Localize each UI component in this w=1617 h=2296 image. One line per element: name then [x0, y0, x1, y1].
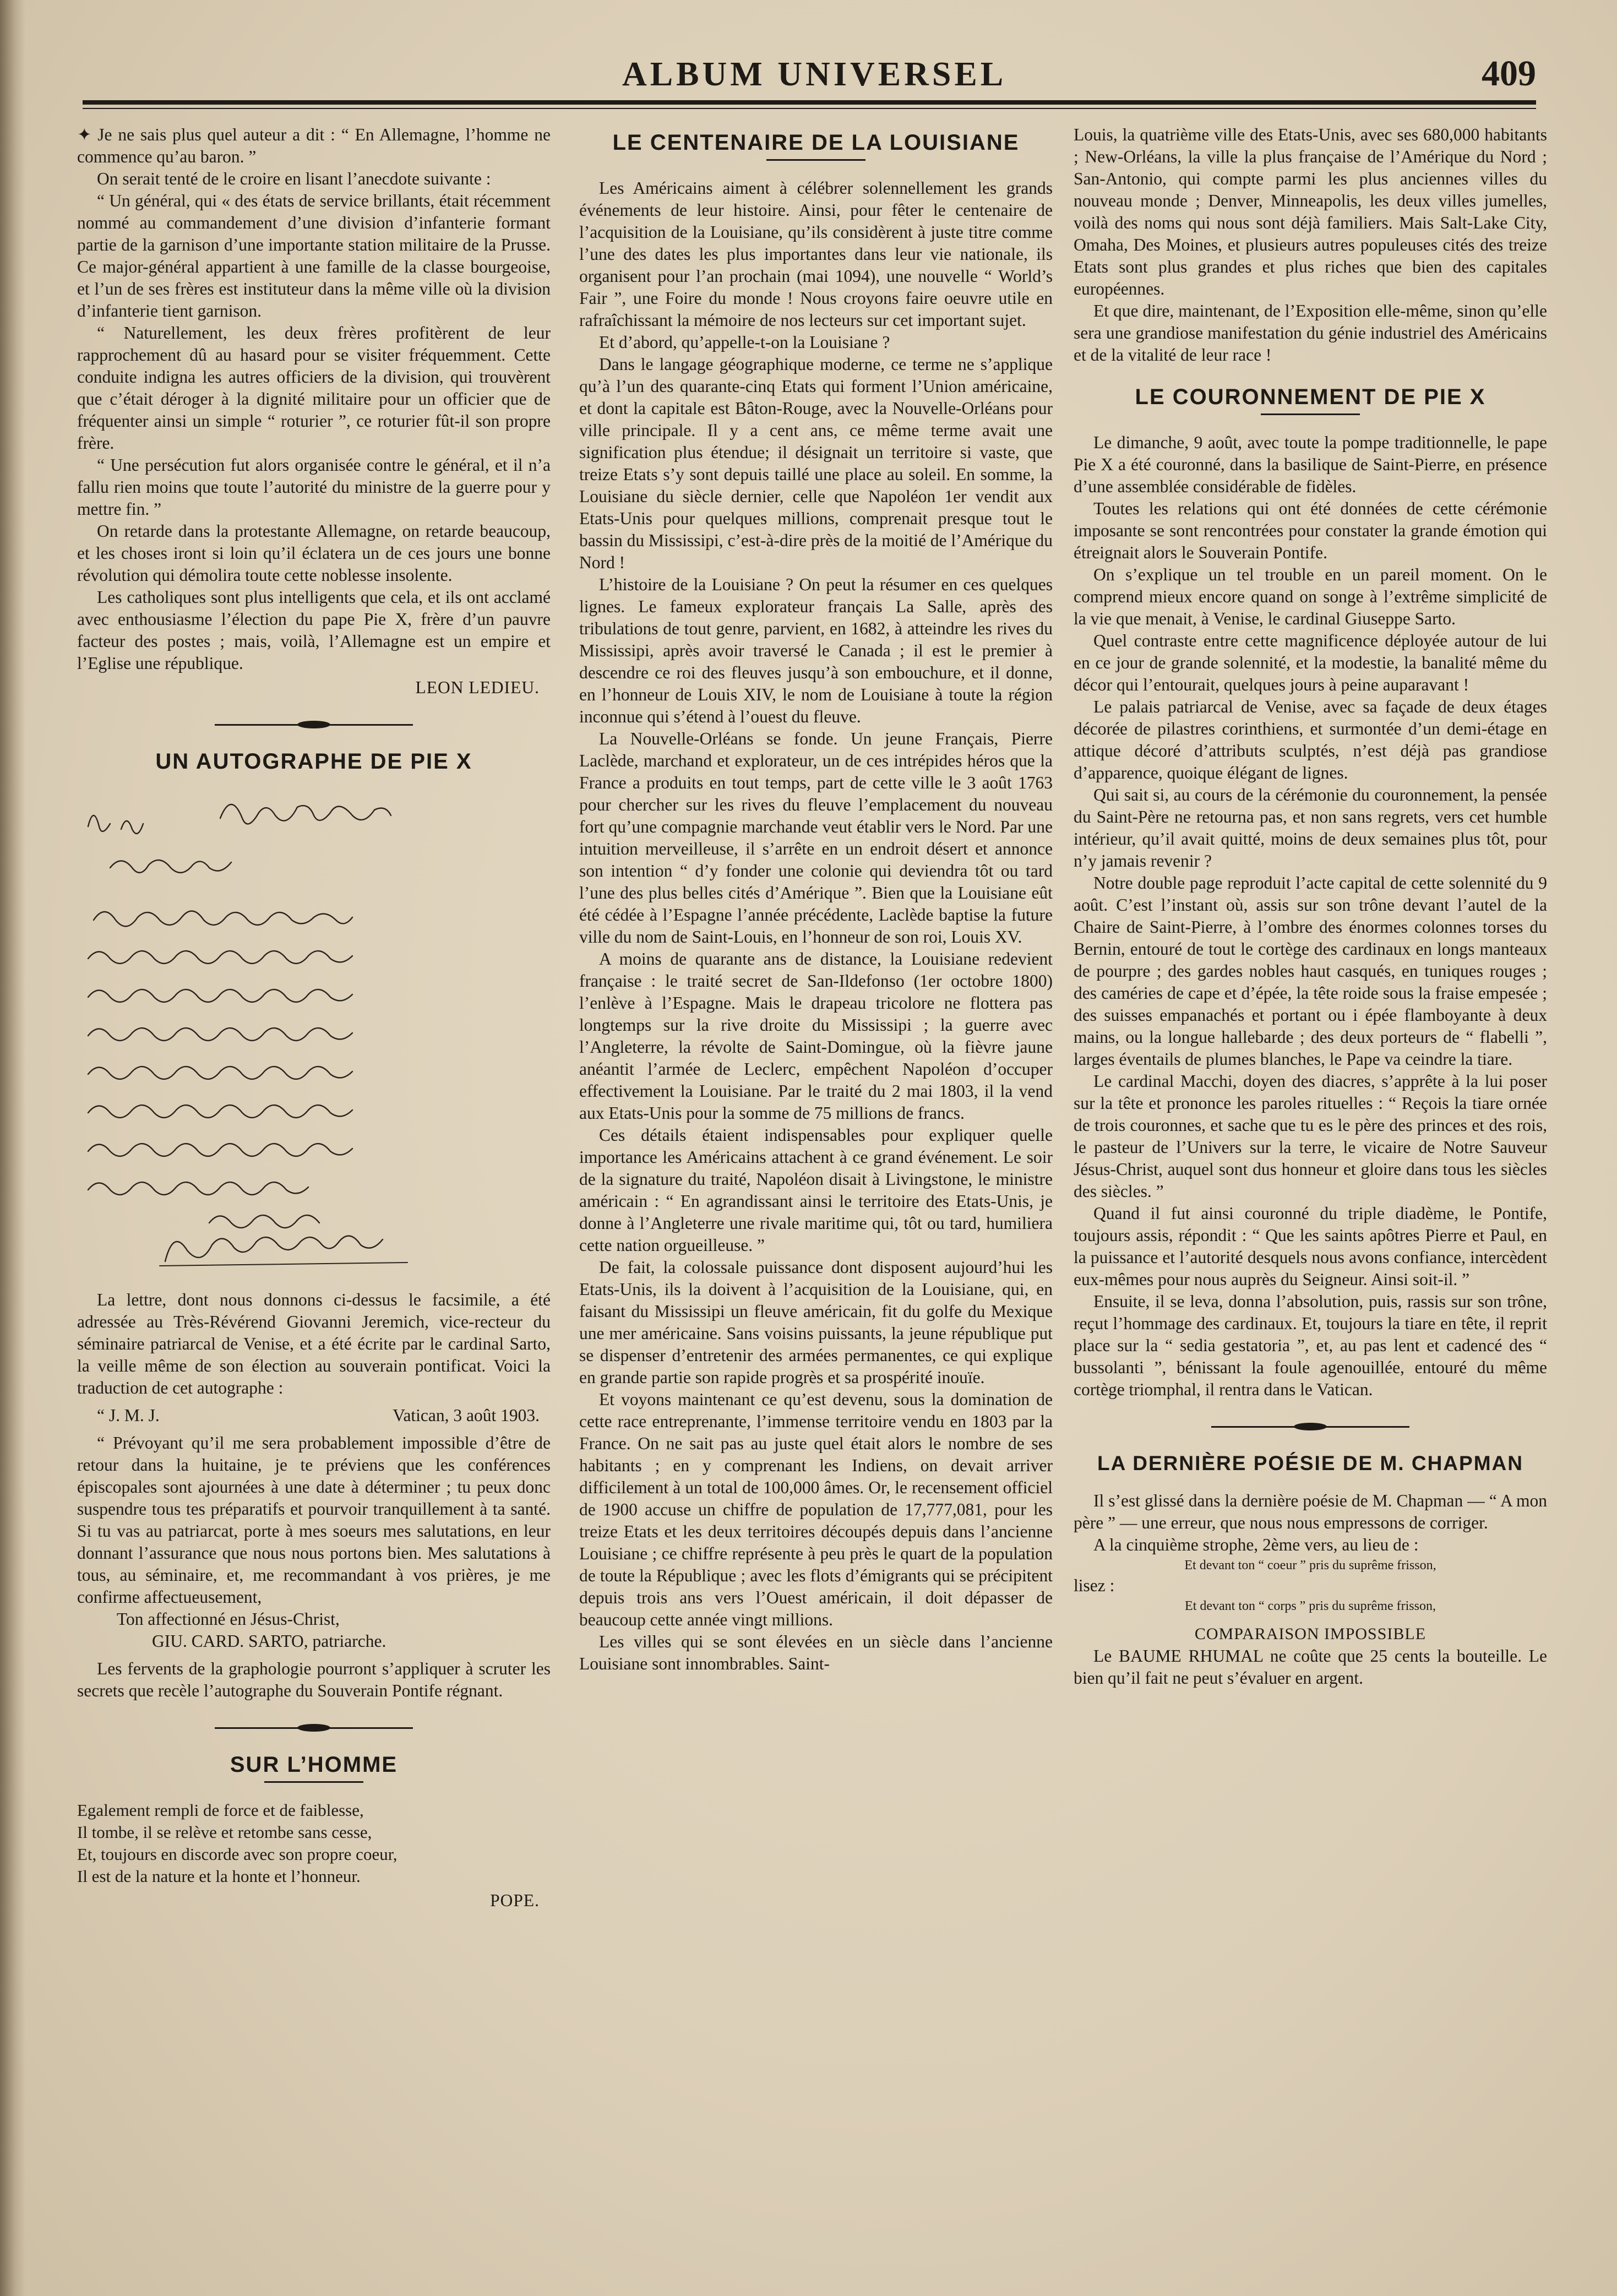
intro-paragraph: “ Naturellement, les deux frères profitèrent de leur rapprochement dû au hasard pour se visiter fréquemment. Cette conduite indigna les autres officiers de la division, qui trouvèrent que c’était déroger à la dignité militaire pour un officier que de fréquenter ainsi un simple “ roturier ”, ce roturier fût-il son propre frère.: [77, 323, 551, 453]
article-paragraph: L’histoire de la Louisiane ? On peut la résumer en ces quelques lignes. Le fameux explorateur français La Salle, après des tribulations de tout genre, parvient, en 1682, à atteindre les rives du Mississipi, après avoir traversé le Canada ; il est le premier à descendre ce roi des fleuves jusqu’à son embouchure, et il donne, en l’honneur de Louis XIV, le nom de Louisiane à toute la région inconnue qui s’étend à l’ouest du fleuve.: [579, 575, 1053, 726]
section-heading: LE CENTENAIRE DE LA LOUISIANE: [612, 130, 1020, 155]
erratum-lisez: lisez :: [1074, 1576, 1115, 1595]
page-number: 409: [1482, 53, 1536, 94]
heading-underline: [264, 1781, 363, 1783]
masthead-rule-thick: [83, 100, 1536, 105]
article-paragraph: La Nouvelle-Orléans se fonde. Un jeune Français, Pierre Laclède, marchand et explorateur, un de ces intrépides héros que la France a produits en tout temps, part de cette ville le 3 août 1763 pour chercher sur les rives du fleuve l’emplacement du nouveau fort qu’une compagnie marchande veut établir vers le Nord. Par une intuition merveilleuse, il s’arrête en un endroit désert et annonce son intention “ d’y fonder une colonie qui deviendra tôt ou tard l’une des plus belles cités d’Amérique ”. Bien que la Louisiane eût été cédée à l’Espagne l’année précédente, Laclède baptise la future ville du nom de Saint-Louis, en l’honneur de son roi, Louis XV.: [579, 729, 1053, 946]
letter-header: [97, 1405, 540, 1427]
handwriting-facsimile: [77, 788, 551, 1272]
section-heading: UN AUTOGRAPHE DE PIE X: [155, 749, 472, 774]
article-paragraph: Les Américains aiment à célébrer solennellement les grands événements de leur histoire. Ainsi, pour fêter le centenaire de l’acquisition de la Louisiane, qu’ils considèrent à juste titre comme l’une des dates les plus importantes dans leur vie nationale, ils organisent pour l’an prochain (mai 1094), une nouvelle “ World’s Fair ”, une Foire du monde ! Nous croyons faire oeuvre utile en rafraîchissant la mémoire de nos lecteurs sur cet important sujet.: [579, 178, 1053, 330]
article-paragraph: De fait, la colossale puissance dont disposent aujourd’hui les Etats-Unis, ils la doivent à l’acquisition de la Louisiane, qui, en faisant du Mississipi un fleuve américain, fit du golfe du Mexique une mer américaine. Sans voisins puissants, la jeune république put se dispenser d’entretenir des armées permanentes, ce qui explique en grande partie son rapide progrès et sa prospérité inouïe.: [579, 1258, 1053, 1387]
article-paragraph: Les villes qui se sont élevées en un siècle dans l’ancienne Louisiane sont innombrables. Saint-: [579, 1632, 1053, 1673]
intro-paragraph: ✦ Je ne sais plus quel auteur a dit : “ En Allemagne, l’homme ne commence qu’au baron. ”: [77, 125, 551, 166]
letter-close: Ton affectionné en Jésus-Christ,: [117, 1609, 340, 1629]
publication-title: ALBUM UNIVERSEL: [622, 56, 1007, 93]
article-paragraph: Toutes les relations qui ont été données de cette cérémonie imposante se sont rencontrées pour constater la grande émotion qui étreignait alors le Souverain Pontife.: [1074, 499, 1547, 562]
article-paragraph: Ces détails étaient indispensables pour expliquer quelle importance les Américains attachent à ce grand événement. Le soir de la signature du traité, Napoléon disait à Livingstone, le ministre américain : “ En agrandissant ainsi le territoire des Etats-Unis, je donne à l’Angleterre une rivale maritime qui, tôt ou tard, humiliera cette nation orgueilleuse. ”: [579, 1125, 1053, 1255]
poem-line: Egalement rempli de force et de faiblesse,: [77, 1800, 364, 1820]
poem: [77, 1799, 551, 1887]
article-continuation: Et que dire, maintenant, de l’Exposition elle-même, sinon qu’elle sera une grandiose manifestation du génie industriel des Américains et de la vitalité de leur race !: [1074, 301, 1547, 364]
poem-line: Et, toujours en discorde avec son propre coeur,: [77, 1845, 398, 1864]
poem-line: Il est de la nature et la honte et l’honneur.: [77, 1867, 361, 1886]
article-paragraph: Le dimanche, 9 août, avec toute la pompe traditionnelle, le pape Pie X a été couronné, dans la basilique de Saint-Pierre, en présence d’une assemblée considérable de fidèles.: [1074, 433, 1547, 496]
section-ornament: [1211, 1423, 1409, 1430]
article-paragraph: Le palais patriarcal de Venise, avec sa façade de deux étages décorée de pilastres corinthiens, et surmontée d’un demi-étage en attique décoré d’attributs sculptés, n’est déjà pas grandiose d’apparence, quoique élégant de lignes.: [1074, 697, 1547, 782]
masthead: [83, 50, 1536, 110]
poem-line: Il tombe, il se relève et retombe sans cesse,: [77, 1822, 372, 1842]
article-paragraph: Et d’abord, qu’appelle-t-on la Louisiane ?: [599, 333, 890, 352]
masthead-rule-thin: [83, 108, 1536, 109]
article-paragraph: Quel contraste entre cette magnificence déployée autour de lui en ce jour de grande solennité, et la modestie, la banalité même du décor qui l’entourait, quelques jours à peine auparavant !: [1074, 631, 1547, 694]
chapman-paragraph: A la cinquième strophe, 2ème vers, au lieu de :: [1093, 1535, 1419, 1554]
article-paragraph: Et voyons maintenant ce qu’est devenu, sous la domination de cette race entreprenante, l’immense territoire vendu en 1803 par la France. On ne sait pas au juste quel était alors le nombre de ses habitants ; en y comprenant les Indiens, on devait arriver difficilement à un total de 100,000 âmes. Or, le recensement officiel de 1900 accuse un chiffre de population de 17,777,081, pour les treize Etats et les deux territoires découpés depuis dans l’ancienne Louisiane ; ce chiffre représente à peu près le quart de la population de toute la République ; avec les flots d’émigrants qui se précipitent depuis trois ans vers l’Ouest américain, il doit dépasser de beaucoup cette année vingt millions.: [579, 1390, 1053, 1629]
intro-paragraph: Les catholiques sont plus intelligents que cela, et ils ont acclamé avec enthousiasme l’élection du pape Pie X, frère d’un pauvre facteur des postes ; mais, voilà, l’Allemagne est un empire et l’Eglise une république.: [77, 587, 551, 673]
article-paragraph: Quand il fut ainsi couronné du triple diadème, le Pontife, toujours assis, répondit : “ Que les saints apôtres Pierre et Paul, en la puissance et l’autorité desquels nous avons confiance, intercèdent eux-mêmes pour nous auprès du Seigneur. Ainsi soit-il. ”: [1074, 1204, 1547, 1289]
article-paragraph: On s’explique un tel trouble en un pareil moment. On le comprend mieux encore quand on songe à l’extrême simplicité de la vie que menait, à Venise, le cardinal Giuseppe Sarto.: [1074, 565, 1547, 628]
author-signature: LEON LEDIEU.: [415, 678, 540, 697]
intro-paragraph: “ Une persécution fut alors organisée contre le général, et il n’a fallu rien moins que toute l’autorité du ministre de la guerre pour y mettre fin. ”: [77, 455, 551, 519]
heading-underline: [1261, 414, 1360, 415]
poem-author: POPE.: [490, 1891, 540, 1910]
heading-underline: [766, 159, 865, 161]
ad-heading: COMPARAISON IMPOSSIBLE: [1194, 1625, 1427, 1643]
chapman-paragraph: Il s’est glissé dans la dernière poésie de M. Chapman — “ A mon père ” — une erreur, que nous nous empressons de corriger.: [1074, 1491, 1547, 1532]
article-paragraph: Le cardinal Macchi, doyen des diacres, s’apprête à la lui poser sur la tête et prononce les paroles rituelles : “ Reçois la tiare ornée de trois couronnes, et sache que tu es le père des princes et des rois, le pasteur de l’Univers sur la terre, le vicaire de Notre Sauveur Jésus-Christ, auquel sont dus honneur et gloire dans tous les siècles des siècles. ”: [1074, 1071, 1547, 1201]
autograph-closing: Les fervents de la graphologie pourront s’appliquer à scruter les secrets que recèle l’autographe du Souverain Pontife régnant.: [77, 1659, 551, 1700]
section-ornament: [215, 1724, 413, 1732]
erratum-corrected: Et devant ton “ corps ” pris du suprême frisson,: [1185, 1599, 1436, 1613]
article-paragraph: Qui sait si, au cours de la cérémonie du couronnement, la pensée du Saint-Père ne retourna pas, et non sans regrets, vers cet humble intérieur, qu’il avait quitté, moins de deux semaines plus tôt, pour n’y jamais revenir ?: [1074, 785, 1547, 870]
article-paragraph: Ensuite, il se leva, donna l’absolution, puis, rassis sur son trône, reçut l’hommage des cardinaux. Et, toujours la tiare en tête, il reprit place sur la “ sedia gestatoria ”, et, au pas lent et cadencé des “ bussolanti ”, bénissant la foule agenouillée, entouré du même cortège triomphal, il rentra dans le Vatican.: [1074, 1292, 1547, 1399]
intro-paragraph: On serait tenté de le croire en lisant l’anecdote suivante :: [97, 169, 491, 188]
intro-paragraph: “ Un général, qui « des états de service brillants, était récemment nommé au commandement d’une division d’infanterie formant partie de la garnison d’une importante station militaire de la Prusse. Ce major-général appartient à une famille de la classe bourgeoise, et l’un de ses frères est instituteur dans la même ville où la division d’infanterie tient garnison.: [77, 191, 551, 320]
section-heading: LA DERNIÈRE POÉSIE DE M. CHAPMAN: [1097, 1452, 1523, 1475]
letter-header-right: Vatican, 3 août 1903.: [393, 1406, 540, 1425]
autograph-paragraph: La lettre, dont nous donnons ci-dessus le facsimile, a été adressée au Très-Révérend Giovanni Jeremich, vice-recteur du séminaire patriarcal de Venise, et a été écrite par le cardinal Sarto, la veille même de son élection au souverain pontificat. Voici la traduction de cet autographe :: [77, 1290, 551, 1397]
erratum-original: Et devant ton “ coeur ” pris du suprême frisson,: [1184, 1558, 1436, 1573]
column-left: [77, 124, 551, 1912]
section-heading: LE COURONNEMENT DE PIE X: [1135, 385, 1486, 409]
column-middle: [579, 124, 1053, 1675]
column-right: [1074, 124, 1547, 1689]
section-ornament: [215, 721, 413, 728]
ad-text: Le BAUME RHUMAL ne coûte que 25 cents la bouteille. Le bien qu’il fait ne peut s’évaluer en argent.: [1074, 1646, 1547, 1688]
letter-signature: GIU. CARD. SARTO, patriarche.: [152, 1631, 386, 1651]
letter-text: “ Prévoyant qu’il me sera probablement impossible d’être de retour dans la huitaine, je te préviens que les conférences épiscopales sont ajournées à une date à déterminer ; tu peux donc suspendre tous tes préparatifs et pourvoir tranquillement à ta santé. Si tu vas au patriarcat, porte à mes soeurs mes salutations, en leur donnant l’assurance que nous nous portons bien. Mes salutations à tous, au séminaire, et, me recommandant à vos prières, je me confirme affectueusement,: [77, 1433, 551, 1607]
intro-paragraph: On retarde dans la protestante Allemagne, on retarde beaucoup, et les choses iront si loin qu’il éclatera un de ces jours une bonne révolution qui démolira toute cette noblesse insolente.: [77, 521, 551, 585]
section-heading: SUR L’HOMME: [230, 1753, 398, 1777]
article-paragraph: Dans le langage géographique moderne, ce terme ne s’applique qu’à l’un des quarante-cinq Etats qui forment l’Union américaine, et dont la capitale est Bâton-Rouge, avec la Nouvelle-Orléans pour ville principale. Il y a cent ans, ce même terme avait une signification plus étendue; il désignait un territoire si vaste, que treize Etats s’y sont depuis taillé une place au soleil. En somme, la Louisiane du siècle dernier, celle que Napoléon 1er vendit aux Etats-Unis pour quelques millions, comprenait presque tout le bassin du Mississipi, c’est-à-dire près de la moitié de l’Amérique du Nord !: [579, 355, 1053, 572]
article-continuation: Louis, la quatrième ville des Etats-Unis, avec ses 680,000 habitants ; New-Orléans, la ville la plus française de l’Amérique du Nord ; San-Antonio, qui compte parmi les plus anciennes villes du nouveau monde ; Denver, Minneapolis, les deux villes jumelles, voilà des noms qui nous sont déjà familiers. Mais Salt-Lake City, Omaha, Des Moines, et plusieurs autres populeuses cités des treize Etats sont plus grandes et plus riches que bien des capitales européennes.: [1074, 125, 1547, 298]
article-paragraph: A moins de quarante ans de distance, la Louisiane redevient française : le traité secret de San-Ildefonso (1er octobre 1800) l’enlève à l’Espagne. Mais le drapeau tricolore ne flottera pas longtemps sur la rive droite du Mississipi ; la guerre avec l’Angleterre, la révolte de Saint-Domingue, où la fièvre jaune anéantit l’armée de Leclerc, empêchent Napoléon d’occuper effectivement la Louisiane. Par le traité du 2 mai 1803, il la vend aux Etats-Unis pour la somme de 75 millions de francs.: [579, 949, 1053, 1123]
binding-gutter: [0, 0, 25, 2296]
article-paragraph: Notre double page reproduit l’acte capital de cette solennité du 9 août. C’est l’instant où, assis sur son trône devant l’autel de la Chaire de Saint-Pierre, à l’ombre des énormes colonnes torses du Bernin, entouré de tout le cortège des cardinaux en longs manteaux de pourpre ; des gardes nobles haut casqués, en tuniques rouges ; des caméries de cape et d’épée, la tête roide sous la fraise empesée ; des suisses empanachés et portant ou i épée flamboyante à deux mains, ou la longue hallebarde ; des deux porteurs de “ flabelli ”, larges éventails de plumes blanches, le Pape va ceindre la tiare.: [1074, 873, 1547, 1069]
letter-header-left: “ J. M. J.: [97, 1406, 160, 1425]
autograph-facsimile: [77, 788, 551, 1272]
